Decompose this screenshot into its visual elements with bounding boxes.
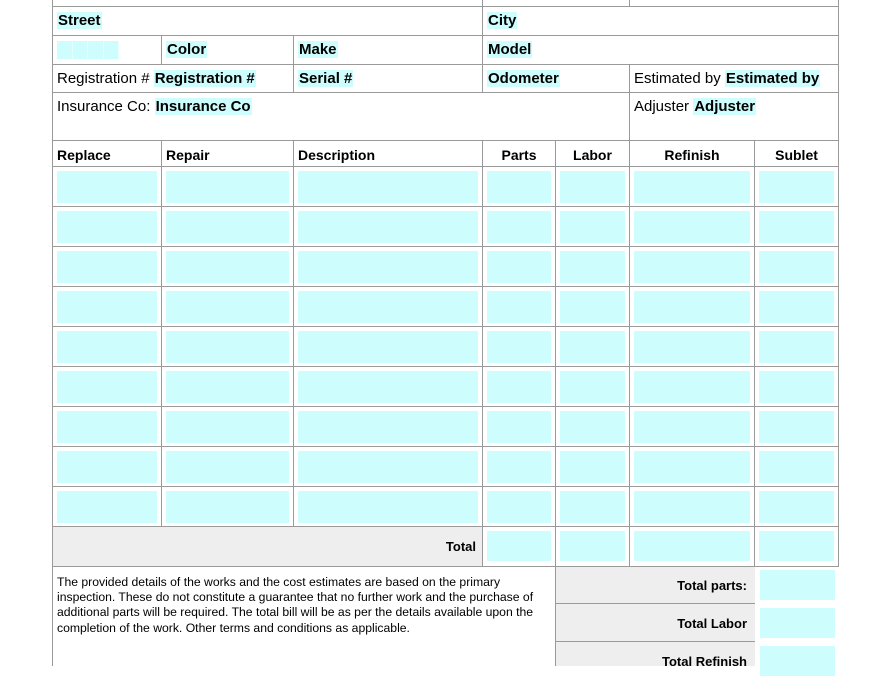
sublet-cell-input[interactable] xyxy=(759,251,834,283)
refinish-cell-input[interactable] xyxy=(634,171,750,203)
total-parts-summary-label: Total parts: xyxy=(677,578,747,593)
replace-cell-input[interactable] xyxy=(57,371,157,403)
table-row xyxy=(52,326,839,366)
refinish-cell-input[interactable] xyxy=(634,491,750,523)
repair-cell-input[interactable] xyxy=(166,291,289,323)
total-refinish-summary-label: Total Refinish xyxy=(662,654,747,669)
refinish-cell-input[interactable] xyxy=(634,291,750,323)
parts-cell-input[interactable] xyxy=(487,371,551,403)
refinish-cell-input[interactable] xyxy=(634,451,750,483)
description-cell-input[interactable] xyxy=(298,371,478,403)
description-cell-input[interactable] xyxy=(298,211,478,243)
repair-cell-input[interactable] xyxy=(166,451,289,483)
col-header-parts: Parts xyxy=(501,147,537,163)
parts-cell-input[interactable] xyxy=(487,451,551,483)
description-cell-input[interactable] xyxy=(298,411,478,443)
color-make-model-row xyxy=(52,35,839,64)
make-field[interactable]: Make xyxy=(299,41,337,58)
col-header-sublet: Sublet xyxy=(775,147,818,163)
table-row xyxy=(52,366,839,406)
col-header-refinish: Refinish xyxy=(664,147,720,163)
replace-cell-input[interactable] xyxy=(57,211,157,243)
adjuster-field[interactable]: Adjuster xyxy=(694,98,756,115)
city-field[interactable]: City xyxy=(488,12,517,29)
sublet-cell-input[interactable] xyxy=(759,291,834,323)
col-header-description: Description xyxy=(298,147,376,163)
repair-cell-input[interactable] xyxy=(166,211,289,243)
sublet-cell-input[interactable] xyxy=(759,451,834,483)
street-city-row xyxy=(52,6,839,35)
sublet-cell-input[interactable] xyxy=(759,491,834,523)
registration-label: Registration # xyxy=(57,70,150,87)
labor-cell-input[interactable] xyxy=(560,451,625,483)
refinish-cell-input[interactable] xyxy=(634,251,750,283)
total-label: Total xyxy=(445,539,476,554)
labor-cell-input[interactable] xyxy=(560,171,625,203)
refinish-cell-input[interactable] xyxy=(634,371,750,403)
registration-row xyxy=(52,64,839,92)
registration-field[interactable]: Registration # xyxy=(154,70,255,87)
sublet-cell-input[interactable] xyxy=(759,171,834,203)
total-labor-cell[interactable] xyxy=(560,531,625,561)
labor-cell-input[interactable] xyxy=(560,331,625,363)
sublet-cell-input[interactable] xyxy=(759,331,834,363)
parts-cell-input[interactable] xyxy=(487,491,551,523)
terms-text: The provided details of the works and the cost estimates are based on the primary inspection. These do not constitute a guarantee that no further work and the purchase of additional parts will be required. The total bill will be as per the details available upon the completion of the work. Other terms and conditions as applicable. xyxy=(57,575,534,635)
description-cell-input[interactable] xyxy=(298,331,478,363)
parts-cell-input[interactable] xyxy=(487,331,551,363)
col-header-repair: Repair xyxy=(166,147,210,163)
refinish-cell-input[interactable] xyxy=(634,331,750,363)
replace-cell-input[interactable] xyxy=(57,491,157,523)
repair-cell-input[interactable] xyxy=(166,411,289,443)
refinish-cell-input[interactable] xyxy=(634,411,750,443)
total-labor-summary-field[interactable] xyxy=(760,608,835,638)
insurance-row xyxy=(52,92,839,140)
description-cell-input[interactable] xyxy=(298,491,478,523)
replace-cell-input[interactable] xyxy=(57,291,157,323)
labor-cell-input[interactable] xyxy=(560,371,625,403)
labor-cell-input[interactable] xyxy=(560,251,625,283)
col-header-labor: Labor xyxy=(573,147,612,163)
replace-cell-input[interactable] xyxy=(57,411,157,443)
replace-cell-input[interactable] xyxy=(57,331,157,363)
total-refinish-summary-field[interactable] xyxy=(760,646,835,676)
total-labor-summary-label: Total Labor xyxy=(677,616,747,631)
sublet-cell-input[interactable] xyxy=(759,371,834,403)
repair-cell-input[interactable] xyxy=(166,251,289,283)
repair-cell-input[interactable] xyxy=(166,491,289,523)
sublet-cell-input[interactable] xyxy=(759,411,834,443)
color-field[interactable]: Color xyxy=(167,41,207,58)
total-row xyxy=(52,526,839,566)
total-parts-cell[interactable] xyxy=(487,531,551,561)
labor-cell-input[interactable] xyxy=(560,491,625,523)
serial-field[interactable]: Serial # xyxy=(299,70,353,87)
estimated-by-label: Estimated by xyxy=(634,70,721,87)
repair-cell-input[interactable] xyxy=(166,171,289,203)
labor-cell-input[interactable] xyxy=(560,211,625,243)
total-refinish-cell[interactable] xyxy=(634,531,750,561)
replace-cell-input[interactable] xyxy=(57,171,157,203)
col-header-replace: Replace xyxy=(57,147,111,163)
parts-cell-input[interactable] xyxy=(487,411,551,443)
refinish-cell-input[interactable] xyxy=(634,211,750,243)
adjuster-label: Adjuster xyxy=(634,98,690,115)
table-header-row xyxy=(52,140,839,166)
table-row xyxy=(52,206,839,246)
replace-cell-input[interactable] xyxy=(57,451,157,483)
table-row xyxy=(52,446,839,486)
labor-cell-input[interactable] xyxy=(560,411,625,443)
odometer-field[interactable]: Odometer xyxy=(488,70,559,87)
parts-cell-input[interactable] xyxy=(487,251,551,283)
year-input-boxes[interactable] xyxy=(57,41,119,59)
total-sublet-cell[interactable] xyxy=(759,531,834,561)
description-cell-input[interactable] xyxy=(298,291,478,323)
total-parts-summary-field[interactable] xyxy=(760,570,835,600)
insurance-label: Insurance Co: xyxy=(57,98,151,115)
description-cell-input[interactable] xyxy=(298,451,478,483)
table-row xyxy=(52,486,839,526)
parts-cell-input[interactable] xyxy=(487,291,551,323)
replace-cell-input[interactable] xyxy=(57,251,157,283)
footer-row xyxy=(52,566,839,669)
table-row xyxy=(52,286,839,326)
labor-cell-input[interactable] xyxy=(560,291,625,323)
repair-cell-input[interactable] xyxy=(166,371,289,403)
model-field[interactable]: Model xyxy=(488,41,532,58)
table-row xyxy=(52,166,839,206)
description-cell-input[interactable] xyxy=(298,251,478,283)
sublet-cell-input[interactable] xyxy=(759,211,834,243)
estimated-by-field[interactable]: Estimated by xyxy=(725,70,820,87)
street-field[interactable]: Street xyxy=(58,12,101,29)
parts-cell-input[interactable] xyxy=(487,211,551,243)
repair-cell-input[interactable] xyxy=(166,331,289,363)
parts-cell-input[interactable] xyxy=(487,171,551,203)
table-row xyxy=(52,406,839,446)
table-row xyxy=(52,246,839,286)
insurance-field[interactable]: Insurance Co xyxy=(155,98,251,115)
description-cell-input[interactable] xyxy=(298,171,478,203)
